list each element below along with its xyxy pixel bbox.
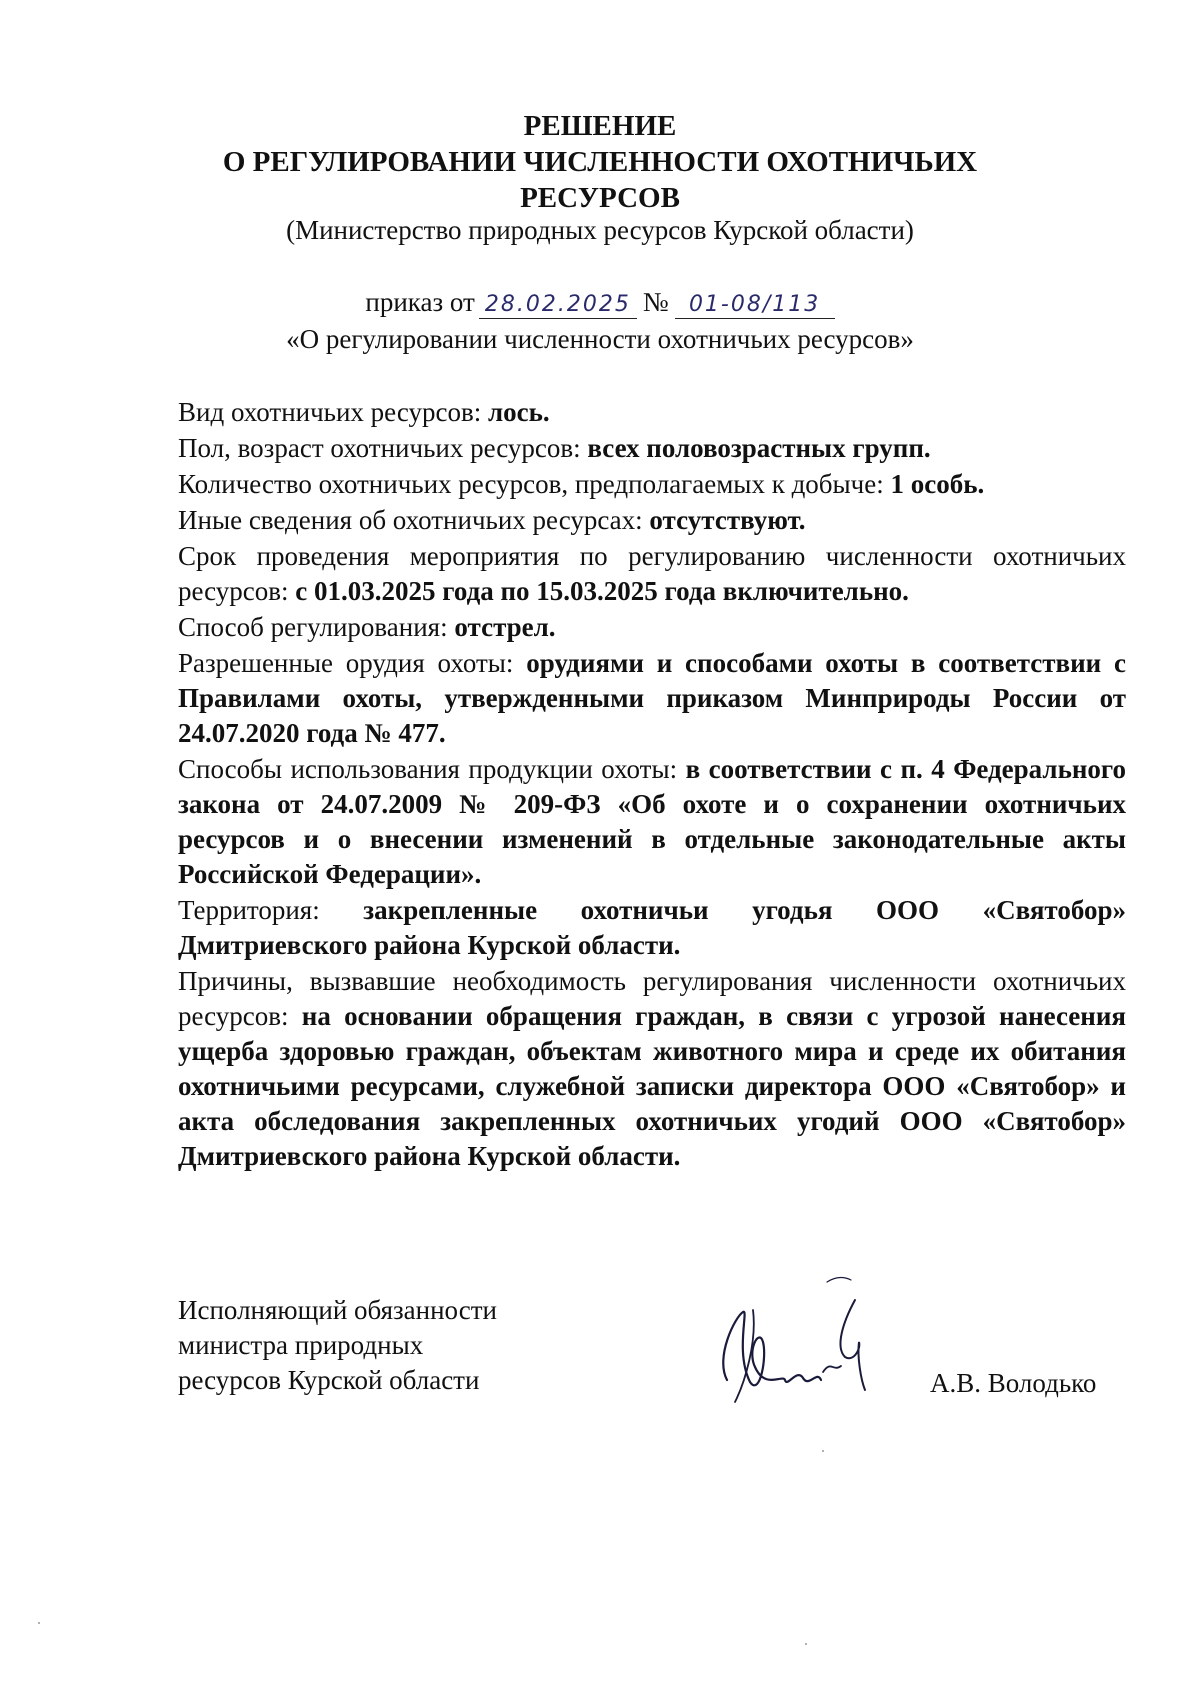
field-value: отстрел. — [454, 612, 556, 642]
document-subtitle: О РЕГУЛИРОВАНИИ ЧИСЛЕННОСТИ ОХОТНИЧЬИХ РЕСУРСОВ — [222, 146, 978, 214]
field-value: 1 особь. — [890, 469, 985, 499]
signer-position — [178, 1293, 497, 1398]
scan-speck — [822, 1450, 824, 1452]
signer-position-line: министра природных — [178, 1330, 424, 1360]
field-label: Иные сведения об охотничьих ресурсах: — [178, 505, 650, 535]
field-value: с 01.03.2025 года по 15.03.2025 года включительно. — [295, 576, 909, 606]
field-label: Способ регулирования: — [178, 612, 455, 642]
order-number-handwritten: 01-08/113 — [675, 292, 835, 319]
field-product-use — [178, 752, 1126, 892]
field-value: всех половозрастных групп. — [587, 433, 931, 463]
field-species — [178, 395, 1126, 430]
order-title: «О регулировании численности охотничьих ресурсов» — [286, 324, 914, 354]
field-label: Пол, возраст охотничьих ресурсов: — [178, 433, 588, 463]
order-prefix: приказ от — [365, 287, 475, 317]
field-value: отсутствуют. — [649, 505, 806, 535]
issuing-authority: (Министерство природных ресурсов Курской области) — [286, 215, 914, 245]
scan-speck — [38, 1622, 40, 1624]
field-value: лось. — [487, 397, 550, 427]
field-label: Территория: — [178, 895, 364, 925]
decision-body — [178, 395, 1126, 1175]
field-value: орудиями и способами охоты в соответствии с Правилами охоты, утвержденными приказом Минприроды России от 24.07.2020 года № 477. — [178, 648, 1126, 748]
field-other-info — [178, 503, 1126, 538]
field-method — [178, 610, 1126, 645]
field-label: Вид охотничьих ресурсов: — [178, 397, 488, 427]
signer-position-line: Исполняющий обязанности — [178, 1295, 497, 1325]
field-value: закрепленные охотничьи угодья ООО «Святобор» Дмитриевского района Курской области. — [178, 895, 1126, 960]
handwritten-signature — [705, 1262, 935, 1422]
signer-name: А.В. Володько — [930, 1368, 1097, 1398]
field-label: Причины, вызвавшие необходимость регулирования численности охотничьих ресурсов: — [178, 966, 1126, 1031]
field-territory — [178, 893, 1126, 963]
field-quantity — [178, 467, 1126, 502]
signer-position-line: ресурсов Курской области — [178, 1365, 480, 1395]
field-reasons — [178, 964, 1126, 1174]
field-label: Срок проведения мероприятия по регулированию численности охотничьих ресурсов: — [178, 541, 1126, 606]
field-value: в соответствии с п. 4 Федерального закона от 24.07.2009 № 209-ФЗ «Об охоте и о сохранении охотничьих ресурсов и о внесении изменений в отдельные законодательные акты Российской Федерации». — [178, 754, 1126, 889]
field-label: Способы использования продукции охоты: — [178, 754, 686, 784]
field-label: Разрешенные орудия охоты: — [178, 648, 527, 678]
field-label: Количество охотничьих ресурсов, предполагаемых к добыче: — [178, 469, 891, 499]
field-period — [178, 539, 1126, 609]
scan-speck — [805, 1643, 807, 1645]
order-date-handwritten: 28.02.2025 — [479, 292, 637, 319]
order-number-sign: № — [642, 287, 669, 317]
field-hunting-tools — [178, 646, 1126, 751]
field-sex-age — [178, 431, 1126, 466]
order-reference — [150, 285, 1050, 319]
field-value: на основании обращения граждан, в связи с угрозой нанесения ущерба здоровью граждан, объектам животного мира и среде их обитания охотничьими ресурсами, служебной записки директора ООО «Святобор» и акта обследования закрепленных охотничьих угодий ООО «Святобор» Дмитриевского района Курской области. — [178, 1001, 1126, 1171]
document-title: РЕШЕНИЕ — [523, 110, 677, 142]
